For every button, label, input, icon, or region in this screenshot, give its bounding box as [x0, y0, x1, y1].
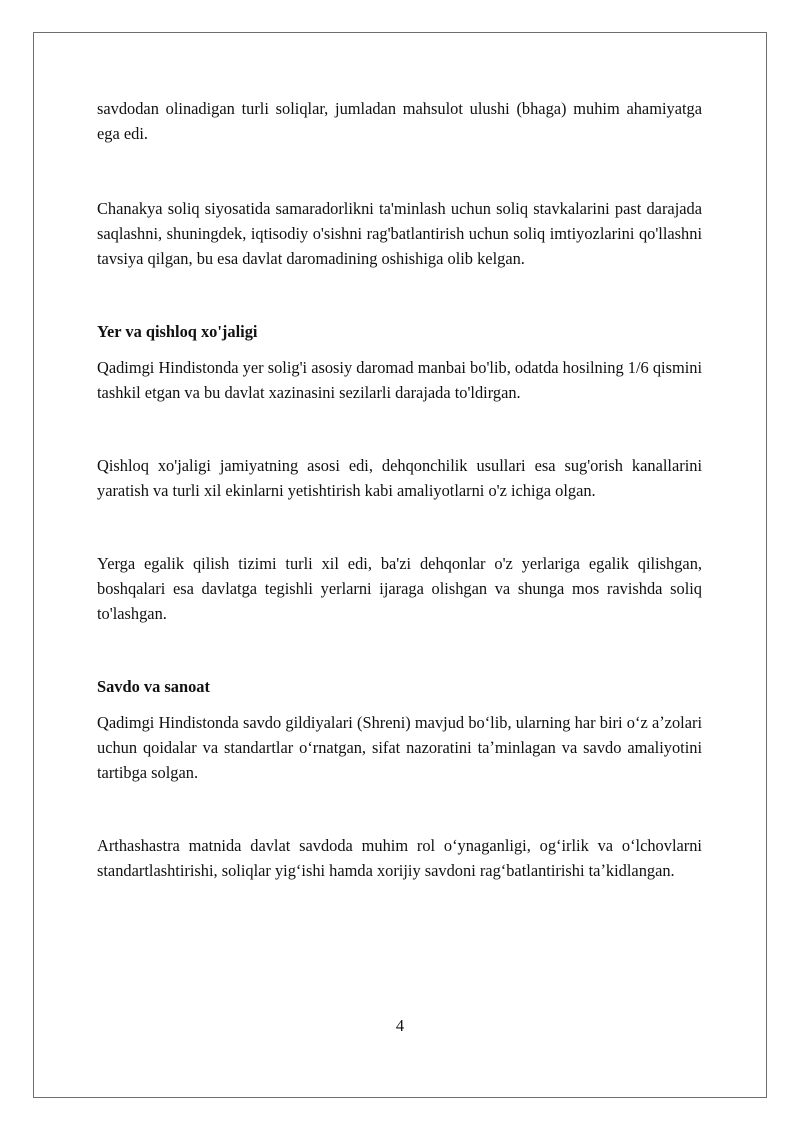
paragraph: savdodan olinadigan turli soliqlar, jumladan mahsulot ulushi (bhaga) muhim ahamiyatga ega edi.: [97, 99, 702, 143]
section-heading: Yer va qishloq xo'jaligi: [97, 322, 258, 341]
section-heading: Savdo va sanoat: [97, 677, 210, 696]
paragraph: Chanakya soliq siyosatida samaradorlikni ta'minlash uchun soliq stavkalarini past darajada saqlashni, shuningdek, iqtisodiy o'sishni rag'batlantirish uchun soliq imtiyozlarini qo'llashni tavsiya qilgan, bu esa davlat daromadining oshishiga olib kelgan.: [97, 199, 702, 268]
document-body: [97, 96, 702, 883]
paragraph: Qishloq xo'jaligi jamiyatning asosi edi, dehqonchilik usullari esa sug'orish kanallarini yaratish va turli xil ekinlarni yetishtirish kabi amaliyotlarni o'z ichiga olgan.: [97, 456, 702, 500]
paragraph: Qadimgi Hindistonda yer solig'i asosiy daromad manbai bo'lib, odatda hosilning 1/6 qismini tashkil etgan va bu davlat xazinasini sezilarli darajada to'ldirgan.: [97, 358, 703, 402]
paragraph: Qadimgi Hindistonda savdo gildiyalari (Shreni) mavjud boʻlib, ularning har biri oʻz aʼzolari uchun qoidalar va standartlar oʻrnatgan, sifat nazoratini taʼminlagan va savdo amaliyotini tartibga solgan.: [97, 713, 702, 782]
paragraph: Arthashastra matnida davlat savdoda muhim rol oʻynaganligi, ogʻirlik va oʻlchovlarni standartlashtirishi, soliqlar yigʻishi hamda xorijiy savdoni ragʻbatlantirishi taʼkidlangan.: [97, 836, 702, 880]
paragraph: Yerga egalik qilish tizimi turli xil edi, ba'zi dehqonlar o'z yerlariga egalik qilishgan, boshqalari esa davlatga tegishli yerlarni ijaraga olishgan va shunga mos ravishda soliq to'lashgan.: [97, 554, 702, 623]
page-number: 4: [395, 1016, 405, 1035]
